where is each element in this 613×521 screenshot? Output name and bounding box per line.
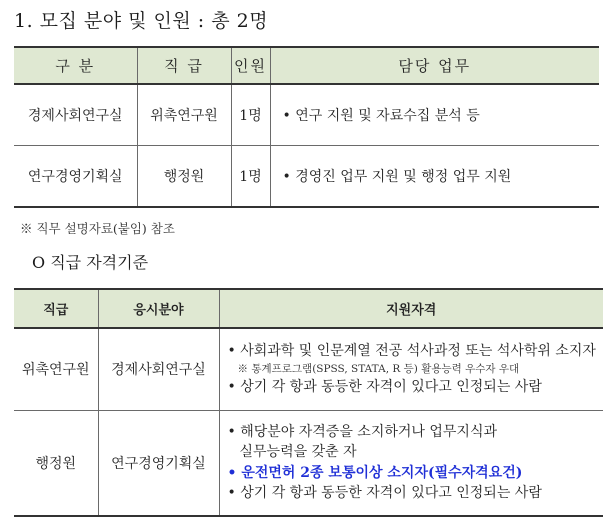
dept-cell: 연구경영기획실: [14, 146, 137, 208]
qualification-cell: [219, 328, 603, 410]
recruitment-table: [14, 46, 599, 208]
qualification-line: • 사회과학 및 인문계열 전공 석사과정 또는 석사학위 소지자: [227, 343, 596, 360]
field-cell: 경제사회연구실: [98, 328, 219, 410]
table-row: [14, 328, 603, 410]
recruitment-table-header: [14, 47, 599, 84]
header-grade: 직 급: [137, 47, 231, 84]
header-duty: 담당 업무: [270, 47, 599, 84]
header-count: 인원: [231, 47, 270, 84]
qualification-line: • 상기 각 항과 동등한 자격이 있다고 인정되는 사람: [227, 485, 542, 502]
table-row: [14, 84, 599, 146]
reference-note: ※ 직무 설명자료(붙임) 참조: [20, 221, 175, 236]
required-qualification: • 운전면허 2종 보통이상 소지자(필수자격요건): [227, 464, 523, 481]
header-field: 응시분야: [98, 289, 219, 328]
count-cell: 1명: [231, 146, 270, 208]
qualification-subheading: O 직급 자격기준: [32, 253, 149, 272]
qualification-table-header: [14, 289, 603, 328]
qualification-cell: [219, 410, 603, 516]
field-cell: 연구경영기획실: [98, 410, 219, 516]
grade-cell: 위촉연구원: [137, 84, 231, 146]
qualification-line: • 상기 각 항과 동등한 자격이 있다고 인정되는 사람: [227, 378, 542, 395]
grade-cell: 행정원: [137, 146, 231, 208]
grade-cell: 위촉연구원: [14, 328, 98, 410]
header-qualification: 지원자격: [219, 289, 603, 328]
table-row: [14, 410, 603, 516]
duty-cell: • 연구 지원 및 자료수집 분석 등: [270, 84, 599, 146]
header-grade: 직급: [14, 289, 98, 328]
qualification-line: • 해당분야 자격증을 소지하거나 업무지식과: [227, 424, 497, 441]
preference-note: ※ 통계프로그램(SPSS, STATA, R 등) 활용능력 우수자 우대: [237, 362, 520, 375]
section-title: 1. 모집 분야 및 인원 : 총 2명: [14, 10, 269, 32]
table-row: [14, 146, 599, 208]
header-division: 구 분: [14, 47, 137, 84]
count-cell: 1명: [231, 84, 270, 146]
duty-cell: • 경영진 업무 지원 및 행정 업무 지원: [270, 146, 599, 208]
qualification-table: [14, 288, 603, 517]
dept-cell: 경제사회연구실: [14, 84, 137, 146]
qualification-line-continued: 실무능력을 갖춘 자: [239, 444, 357, 461]
grade-cell: 행정원: [14, 410, 98, 516]
